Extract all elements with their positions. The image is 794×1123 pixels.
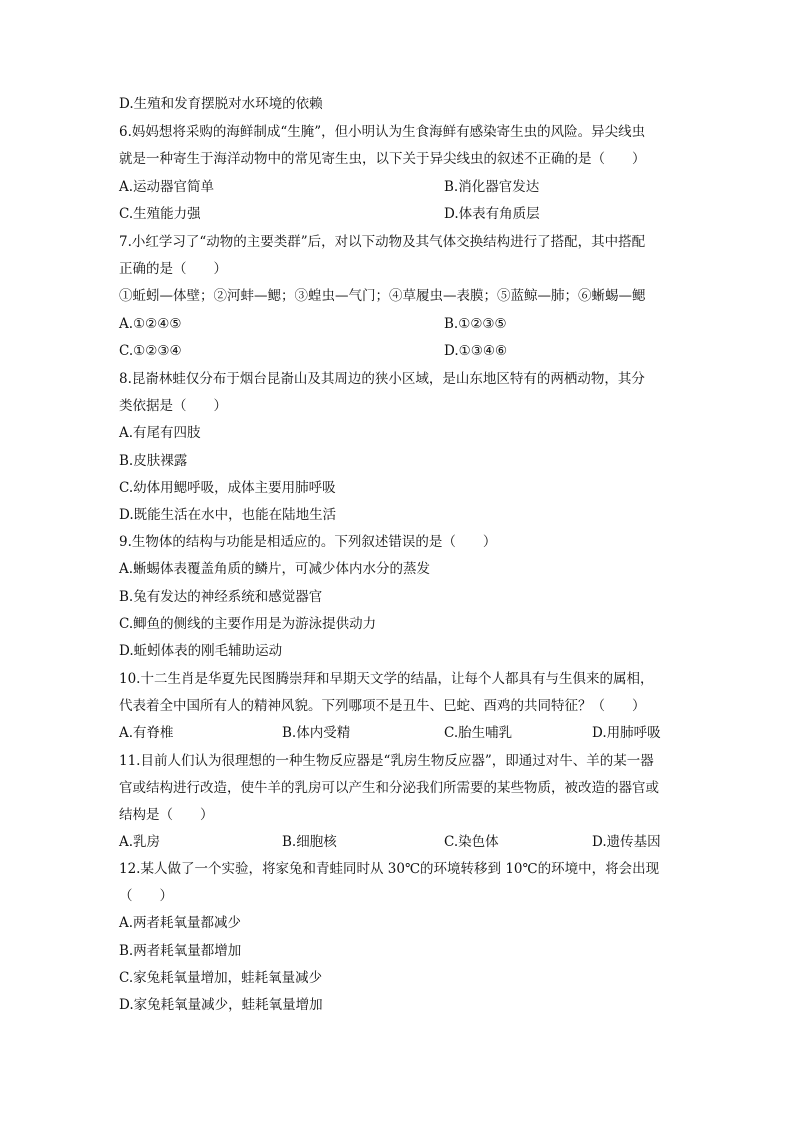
q12-stem-line-1: 12.某人做了一个实验，将家兔和青蛙同时从 30℃的环境转移到 10℃的环境中，将会出现: [119, 861, 660, 877]
q5-option-d: D.生殖和发育摆脱对水环境的依赖: [119, 96, 323, 112]
q8-option-d: D.既能生活在水中，也能在陆地生活: [119, 507, 337, 523]
q6-option-a: A.运动器官简单: [119, 179, 215, 195]
q7-option-b: B.①②③⑤: [444, 316, 507, 332]
q7-stem-line-2: 正确的是（ ）: [119, 261, 227, 277]
q11-option-a: A.乳房: [119, 834, 161, 850]
q10-stem-line-1: 10.十二生肖是华夏先民图腾崇拜和早期天文学的结晶，让每个人都具有与生俱来的属相，: [119, 671, 654, 687]
q9-stem: 9.生物体的结构与功能是相适应的。下列叙述错误的是（ ）: [119, 534, 497, 550]
q8-stem-line-1: 8.昆嵛林蛙仅分布于烟台昆嵛山及其周边的狭小区域，是山东地区特有的两栖动物，其分: [119, 371, 645, 387]
q7-stem-line-1: 7.小红学习了“动物的主要类群”后，对以下动物及其气体交换结构进行了搭配，其中搭配: [119, 234, 646, 250]
q6-option-b: B.消化器官发达: [444, 179, 540, 195]
q10-option-c: C.胎生哺乳: [444, 725, 513, 741]
q6-stem-line-2: 就是一种寄生于海洋动物中的常见寄生虫，以下关于异尖线虫的叙述不正确的是（ ）: [119, 151, 646, 167]
q6-option-d: D.体表有角质层: [444, 206, 540, 222]
q8-stem-line-2: 类依据是（ ）: [119, 398, 227, 414]
q11-stem-line-3: 结构是（ ）: [119, 807, 214, 823]
q6-stem-line-1: 6.妈妈想将采购的海鲜制成“生腌”，但小明认为生食海鲜有感染寄生虫的风险。异尖线虫: [119, 124, 646, 140]
q8-option-b: B.皮肤裸露: [119, 453, 188, 469]
q12-option-d: D.家兔耗氧量减少，蛙耗氧量增加: [119, 997, 323, 1013]
q9-option-b: B.兔有发达的神经系统和感觉器官: [119, 589, 323, 605]
q8-option-a: A.有尾有四肢: [119, 425, 201, 441]
q10-option-b: B.体内受精: [282, 725, 351, 741]
q9-option-a: A.蜥蜴体表覆盖角质的鳞片，可减少体内水分的蒸发: [119, 561, 431, 577]
q9-option-d: D.蚯蚓体表的刚毛辅助运动: [119, 643, 283, 659]
q12-stem-line-2: （ ）: [119, 888, 173, 904]
q11-stem-line-2: 官或结构进行改造，使牛羊的乳房可以产生和分泌我们所需要的某些物质，被改造的器官或: [119, 780, 659, 796]
q10-option-a: A.有脊椎: [119, 725, 174, 741]
q7-option-a: A.①②④⑤: [119, 316, 182, 332]
q7-stem-line-3: ①蚯蚓—体壁；②河蚌—鳃；③蝗虫—气门；④草履虫—表膜；⑤蓝鲸—肺；⑥蜥蜴—鳃: [119, 288, 646, 304]
q9-option-c: C.鲫鱼的侧线的主要作用是为游泳提供动力: [119, 616, 377, 632]
q10-stem-line-2: 代表着全中国所有人的精神风貌。下列哪项不是丑牛、巳蛇、酉鸡的共同特征？（ ）: [119, 698, 646, 714]
q12-option-a: A.两者耗氧量都减少: [119, 915, 242, 931]
q11-option-c: C.染色体: [444, 834, 499, 850]
q8-option-c: C.幼体用鳃呼吸，成体主要用肺呼吸: [119, 480, 336, 496]
q11-option-d: D.遗传基因: [592, 834, 661, 850]
q12-option-c: C.家兔耗氧量增加，蛙耗氧量减少: [119, 970, 323, 986]
q7-option-c: C.①②③④: [119, 343, 182, 359]
q6-option-c: C.生殖能力强: [119, 206, 201, 222]
q11-option-b: B.细胞核: [282, 834, 337, 850]
q12-option-b: B.两者耗氧量都增加: [119, 943, 242, 959]
q7-option-d: D.①③④⑥: [444, 343, 508, 359]
q11-stem-line-1: 11.目前人们认为很理想的一种生物反应器是“乳房生物反应器”，即通过对牛、羊的某一器: [119, 753, 654, 769]
q10-option-d: D.用肺呼吸: [592, 725, 661, 741]
